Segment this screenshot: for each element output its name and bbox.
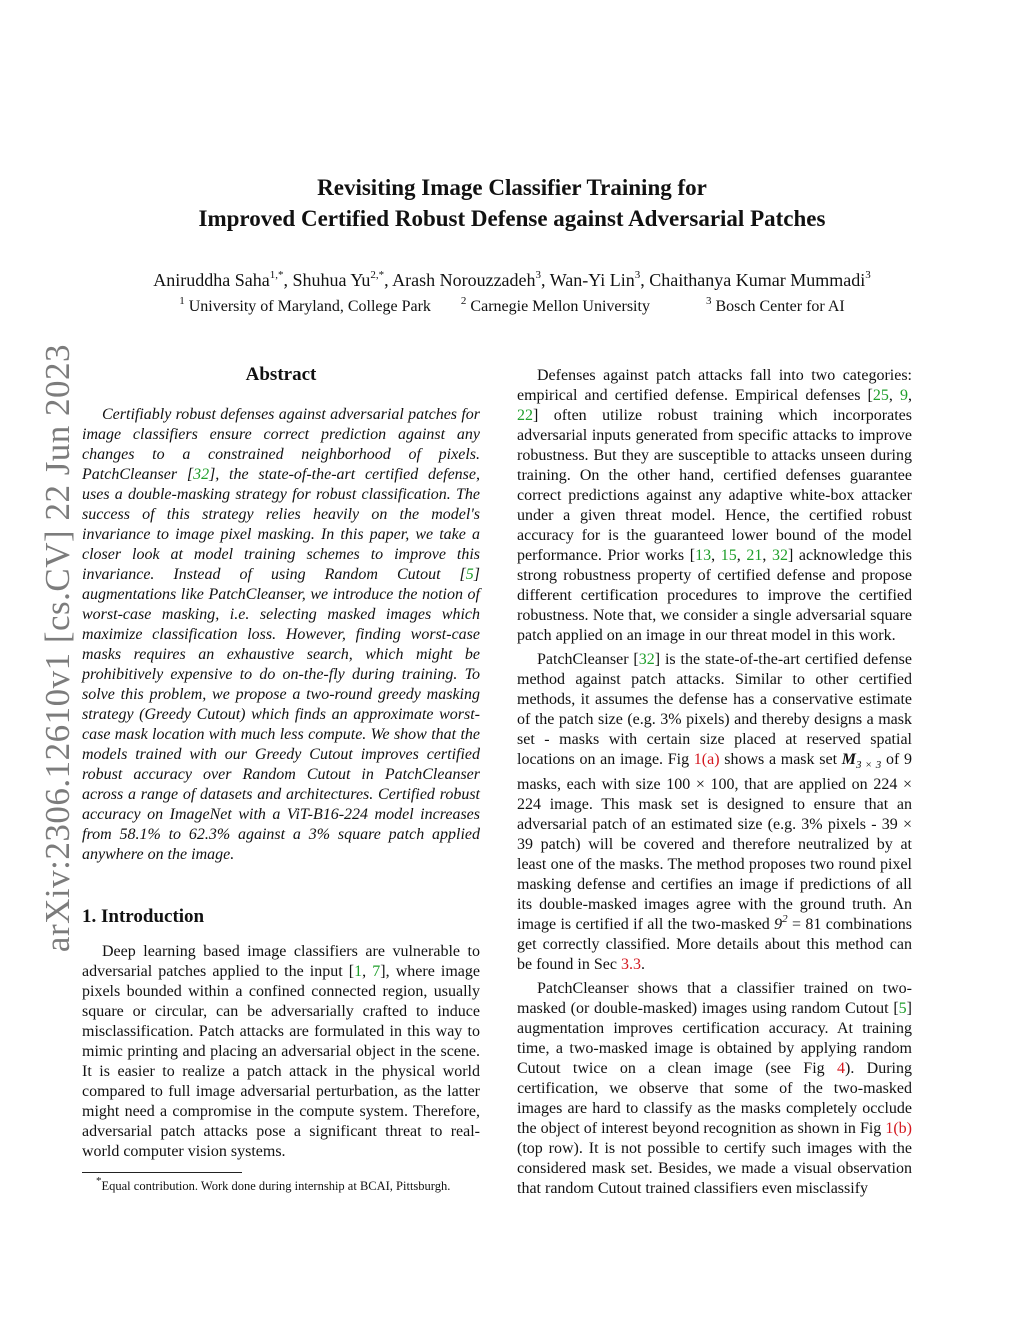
paper-title [0,172,1024,234]
author-affil-sup: 3 [634,269,641,281]
paragraph: PatchCleanser [32] is the state-of-the-art certified defense method against patch attacks. Similar to other certified methods, it assumes the defense has a conservative estimate of the patch size (e.g. 3% pixels) and thereby designs a mask set - masks with certain size placed at reserved spatial locations on an image. Fig 1(a) shows a mask set $M_{3 \times 3}$ of 9 masks, each with size 100 × 100, that are applied on 224 × 224 image. This mask set is designed to ensure that an adversarial patch of an estimated size (e.g. 3% pixels - 39 × 39 patch) will be covered and therefore neutralized by at least one of the masks. The method proposes two round pixel masking defense and certifies an image if predictions of all its double-masked images agree with the ground truth. An image is certified if all the two-masked $9^2 = 81$ combinations get correctly classified. More details about this method can be found in Sec 3.3. [517,651,913,974]
author-affil-sup: 3 [535,269,542,281]
footnote: *Equal contribution. Work done during internship at BCAI, Pittsburgh. [96,1174,451,1193]
affiliation-list [0,296,1024,318]
footnote-rule [82,1172,242,1173]
citation-link[interactable]: 21 [746,547,763,564]
citation-link[interactable]: 25 [872,387,889,404]
affiliation: University of Maryland, College Park [188,298,431,315]
figure-ref-link[interactable]: 1(b) [885,1120,912,1138]
footnote-mark: * [96,1174,102,1187]
right-column-body [517,366,912,1203]
abstract-heading: Abstract [245,364,317,385]
math-symbol: $M_{3 \times 3}$ [841,751,882,772]
citation-link[interactable]: 9 [900,387,909,404]
citation-link[interactable]: 32 [638,651,655,668]
title-line-2: Improved Certified Robust Defense against Adversarial Patches [198,206,826,231]
introduction-body: Deep learning based image classifiers are vulnerable to adversarial patches applied to the input [1, 7], where image pixels bounded within a confined connected region, usually square or circular, can be adversarially crafted to induce misclassification. Patch attacks are formulated in this way to mimic printing and placing an adversarial object in the scene. It is easier to realize a patch attack in the physical world compared to full image adversarial perturbation, as the latter might need a compromise in the compute system. Therefore, adversarial patch attacks pose a significant threat to real-world computer vision systems. [82,943,480,1160]
affil-sup: 2 [460,294,467,307]
figure-ref-link[interactable]: 4 [837,1060,845,1078]
citation-link[interactable]: 15 [720,547,737,564]
citation-link[interactable]: 1 [354,963,363,980]
author-name: Aniruddha Saha [153,270,270,290]
section-heading-introduction: 1. Introduction [82,906,205,927]
citation-link[interactable]: 13 [695,547,712,564]
paragraph: PatchCleanser shows that a classifier trained on two-masked (or double-masked) images using random Cutout [5] augmentation improves certification accuracy. At training time, a two-masked image is obtained by applying random Cutout twice on a clean image (see Fig 4). During certification, we observe that some of the two-masked images are hard to classify as the masks completely occlude the object of interest beyond recognition as shown in Fig 1(b) (top row). It is not possible to certify such images with the considered mask set. Besides, we made a visual observation that random Cutout trained classifiers even misclassify [517,980,912,1198]
author-affil-sup: 3 [865,269,871,281]
author-affil-sup: 2,* [370,269,385,281]
author-name: Chaithanya Kumar Mummadi [649,270,866,290]
citation-link[interactable]: 22 [517,407,533,424]
math-symbol: $9^2$ [774,912,788,934]
arxiv-sidebar-stamp: arXiv:2306.12610v1 [cs.CV] 22 Jun 2023 [38,343,77,953]
citation-link[interactable]: 5 [465,566,474,583]
author-list: Aniruddha Saha$^{1,*}$, Shuhua $Yu^{2,*}$, Arash Norouzzadeh$^3$, Wan-Yi Lin$^3$, Chaithanya Kumar Mummadi$^3$ [153,269,871,290]
citation-link[interactable]: 32 [193,466,210,483]
citation-link[interactable]: 32 [771,547,788,564]
affiliation: Carnegie Mellon University [470,298,650,315]
title-line-1: Revisiting Image Classifier Training for [317,175,707,200]
abstract-body: Certifiably robust defenses against adversarial patches for image classifiers ensure correct prediction against any changes to a constrained neighborhood of pixels. PatchCleanser [32], the state-of-the-art certified defense, uses a double-masking strategy for robust classification. The success of this strategy relies heavily on the model's invariance to image pixel masking. In this paper, we take a closer look at model training schemes to improve this invariance. Instead of using Random Cutout [5] augmentations like PatchCleanser, we introduce the notion of worst-case masking, i.e. selecting masked images which maximize classification loss. However, finding worst-case masks requires an exhaustive search, which might be prohibitively expensive to do on-the-fly during training. To solve this problem, we propose a two-round greedy masking strategy (Greedy Cutout) which finds an approximate worst-case mask location with much less compute. We show that the models trained with our Greedy Cutout improves certified robust accuracy over Random Cutout in PatchCleanser across a range of datasets and architectures. Certified robust accuracy on ImageNet with a ViT-B16-224 model increases from 58.1% to 62.3% against a 3% square patch applied anywhere on the image. [82,406,480,863]
citation-link[interactable]: 7 [372,963,381,980]
author-name: Wan-Yi Lin [549,270,635,290]
author-affil-sup: 1,* [269,269,284,281]
figure-ref-link[interactable]: 1(a) [693,751,720,768]
section-ref-link[interactable]: 3.3 [620,956,641,974]
citation-link[interactable]: 5 [898,1000,907,1018]
author-name: Arash Norouzzadeh [392,270,536,290]
affiliation: Bosch Center for AI [715,298,845,315]
author-name: Shuhua Yu [292,270,371,290]
paragraph: Defenses against patch attacks fall into two categories: empirical and certified defense. Empirical defenses [25, 9, 22] often utilize robust training which incorporates adversarial inputs generated from specific attacks to improve robustness. But they are susceptible to attacks unseen during training. On the other hand, certified defenses guarantee correct predictions against any adaptive white-box attacker under a given threat model. Hence, the certified robust accuracy for is the guaranteed lower bound of the model performance. Prior works [13, 15, 21, 32] acknowledge this strong robustness property of certified defense and propose different certification procedures to improve the certified robustness. Note that, we consider a single adversarial square patch applied on an image in our threat model in this work. [517,367,913,644]
affil-sup: 1 [179,294,185,307]
affil-sup: 3 [705,294,712,307]
